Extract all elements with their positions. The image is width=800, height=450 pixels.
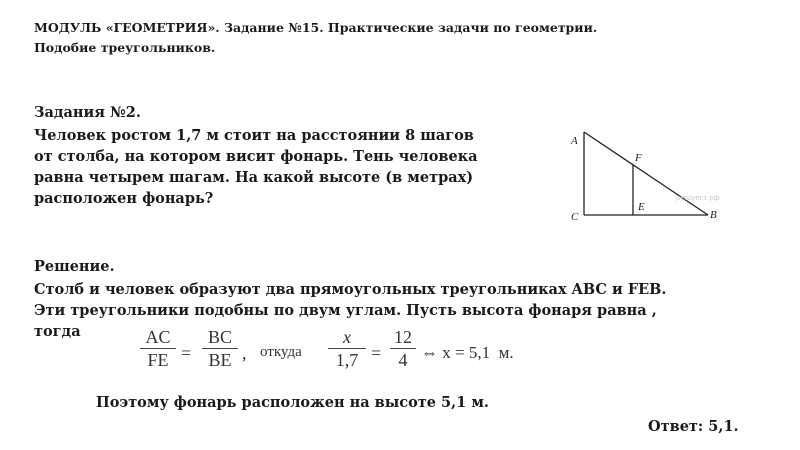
solution-title: Решение. — [34, 258, 115, 275]
fraction-ac-fe — [140, 327, 176, 370]
answer-text: Ответ: 5,1. — [648, 418, 739, 435]
label-b: B — [710, 209, 717, 221]
conclusion-text: Поэтому фонарь расположен на высоте 5,1 м. — [96, 394, 489, 411]
fraction-denominator: BE — [208, 350, 232, 370]
problem-line: Человек ростом 1,7 м стоит на расстоянии 8 шагов — [34, 127, 474, 144]
word-otkuda: откуда — [260, 344, 302, 360]
solution-line: Столб и человек образуют два прямоугольных треугольниках ABC и FEB. — [34, 281, 667, 298]
fraction-x-1-7 — [328, 327, 366, 370]
problem-line: от столба, на котором висит фонарь. Тень человека — [34, 148, 478, 165]
segment-ab — [584, 132, 708, 215]
problem-text — [34, 125, 478, 209]
fraction-denominator: 4 — [398, 350, 408, 370]
solution-line: Эти треугольники подобны по двум углам. Пусть высота фонаря равна , — [34, 302, 657, 319]
problem-line: равна четырем шагам. На какой высоте (в метрах) — [34, 169, 474, 186]
header-line-2: Подобие треугольников. — [34, 40, 216, 55]
label-c: C — [571, 211, 579, 223]
fraction-numerator: x — [343, 327, 351, 347]
header-line-1: МОДУЛЬ «ГЕОМЕТРИЯ». Задание №15. Практические задачи по геометрии. — [34, 20, 598, 35]
comma: , — [242, 343, 247, 363]
fraction-numerator: 12 — [394, 327, 412, 347]
fraction-numerator: AC — [145, 327, 171, 347]
equals-sign: = — [371, 343, 382, 363]
label-f: F — [635, 152, 642, 164]
fraction-numerator: BC — [207, 327, 232, 347]
problem-line: расположен фонарь? — [34, 190, 214, 207]
label-a: A — [571, 135, 578, 147]
triangle-figure — [560, 120, 740, 230]
equals-sign: = — [181, 343, 192, 363]
module-header — [34, 18, 597, 58]
solution-line: тогда — [34, 323, 81, 340]
label-e: E — [638, 201, 645, 213]
task-title: Задания №2. — [34, 104, 141, 121]
fraction-denominator: 1,7 — [335, 350, 359, 370]
formula-result: ⇔ x = 5,1 м. — [421, 343, 514, 362]
fraction-bc-be — [202, 327, 238, 370]
watermark: решуегэ.рф — [676, 194, 720, 202]
fraction-denominator: FE — [147, 350, 169, 370]
fraction-12-4 — [390, 327, 416, 370]
